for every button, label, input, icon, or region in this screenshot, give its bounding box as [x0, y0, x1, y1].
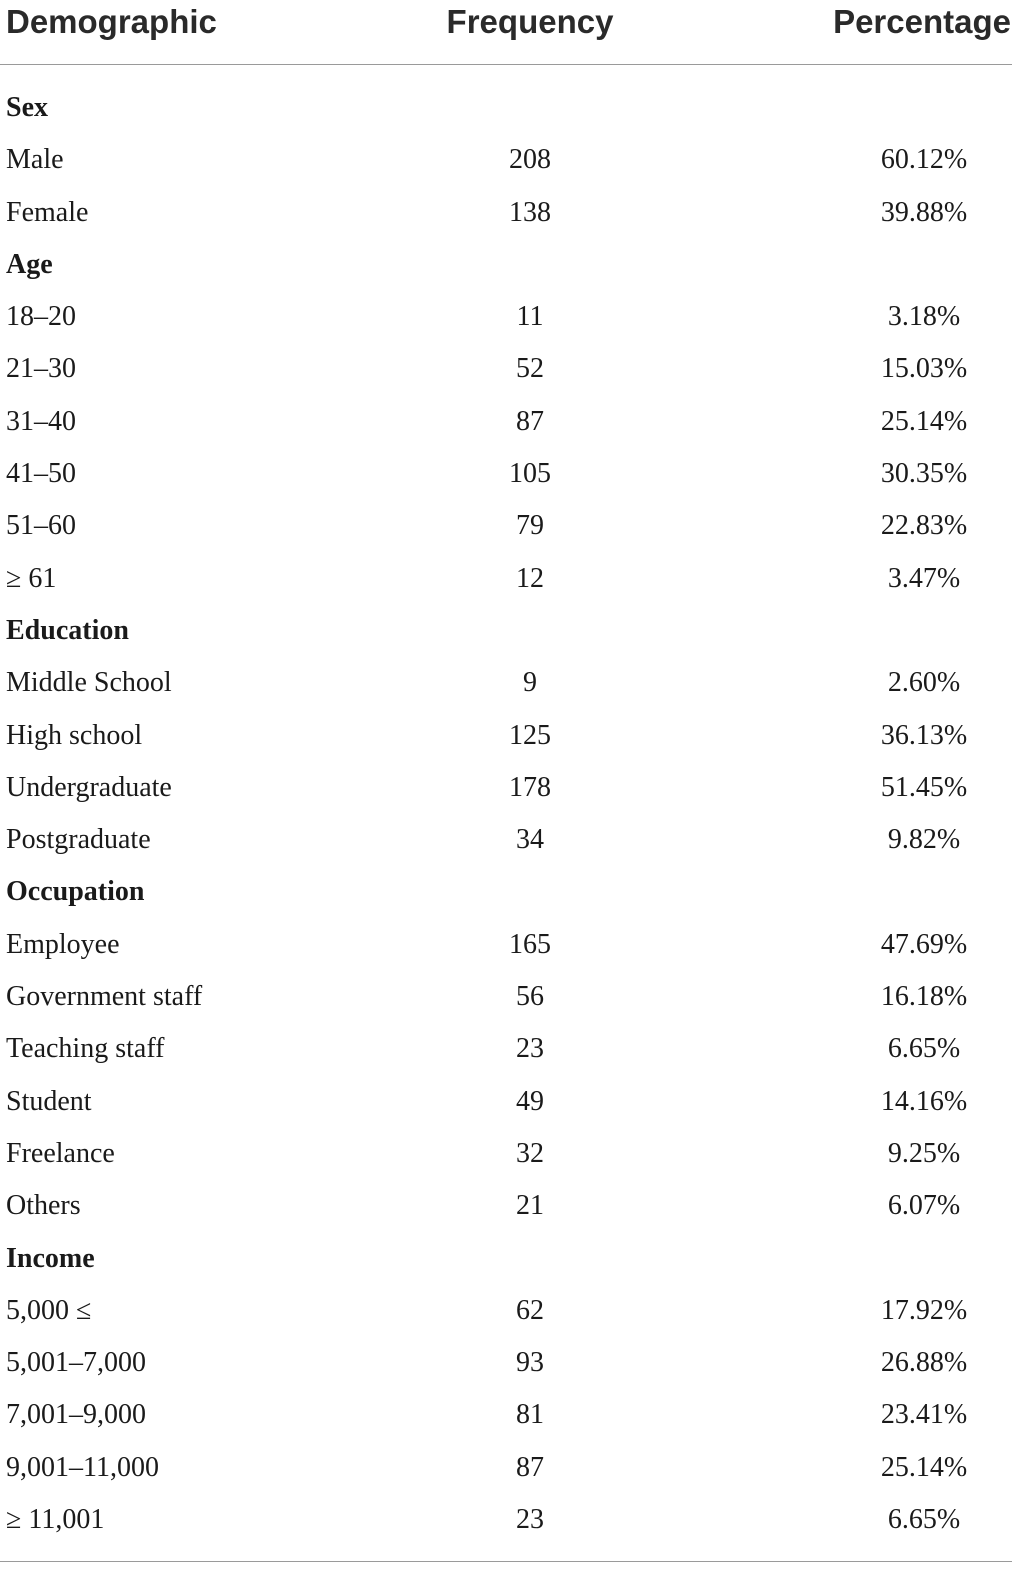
- row-label: Middle School: [6, 667, 172, 699]
- row-label: 7,001–9,000: [6, 1399, 146, 1431]
- row-label: Freelance: [6, 1137, 115, 1169]
- table-row: [0, 396, 1017, 448]
- group-header-row: [0, 866, 1017, 918]
- table-row: [0, 1442, 1017, 1494]
- percentage-cell: 25.14%: [880, 1451, 968, 1483]
- percentage-cell: 51.45%: [880, 771, 968, 803]
- row-label: 21–30: [6, 353, 76, 385]
- frequency-cell: 23: [516, 1504, 544, 1536]
- percentage-cell: 6.65%: [887, 1033, 961, 1065]
- frequency-cell: 138: [509, 196, 551, 228]
- percentage-cell: 6.65%: [887, 1504, 961, 1536]
- percentage-cell: 25.14%: [880, 405, 968, 437]
- row-label: Undergraduate: [6, 771, 172, 803]
- table-row: [0, 657, 1017, 709]
- frequency-cell: 62: [516, 1294, 544, 1326]
- table-header: [0, 0, 1017, 64]
- frequency-cell: 165: [509, 928, 551, 960]
- frequency-cell: 178: [509, 771, 551, 803]
- frequency-cell: 105: [509, 458, 551, 490]
- percentage-cell: 17.92%: [880, 1294, 968, 1326]
- row-label: ≥ 11,001: [6, 1504, 105, 1536]
- table-body: [0, 82, 1017, 1546]
- percentage-cell: 2.60%: [887, 667, 961, 699]
- percentage-cell: 22.83%: [880, 510, 968, 542]
- percentage-cell: 26.88%: [880, 1347, 968, 1379]
- row-label: 9,001–11,000: [6, 1451, 159, 1483]
- percentage-cell: 39.88%: [880, 196, 968, 228]
- percentage-cell: 9.82%: [887, 824, 961, 856]
- group-label: Education: [6, 614, 129, 646]
- group-header-row: [0, 1233, 1017, 1285]
- column-header-percentage: Percentage: [833, 3, 1011, 40]
- table-row: [0, 1389, 1017, 1441]
- percentage-cell: 47.69%: [880, 928, 968, 960]
- row-label: Employee: [6, 928, 120, 960]
- header-divider: [0, 64, 1012, 65]
- row-label: 5,000 ≤: [6, 1294, 92, 1326]
- frequency-cell: 56: [516, 981, 544, 1013]
- row-label: Student: [6, 1085, 92, 1117]
- percentage-cell: 9.25%: [887, 1137, 961, 1169]
- percentage-cell: 15.03%: [880, 353, 968, 385]
- row-label: High school: [6, 719, 143, 751]
- row-label: Postgraduate: [6, 824, 151, 856]
- group-label: Age: [6, 248, 53, 280]
- percentage-cell: 16.18%: [880, 981, 968, 1013]
- group-header-row: [0, 239, 1017, 291]
- table-row: [0, 1285, 1017, 1337]
- frequency-cell: 52: [516, 353, 544, 385]
- group-header-row: [0, 605, 1017, 657]
- table-bottom-divider: [0, 1561, 1012, 1562]
- row-label: 18–20: [6, 301, 76, 333]
- group-label: Income: [6, 1242, 95, 1274]
- frequency-cell: 125: [509, 719, 551, 751]
- row-label: Male: [6, 144, 64, 176]
- row-label: Others: [6, 1190, 81, 1222]
- table-row: [0, 762, 1017, 814]
- row-label: ≥ 61: [6, 562, 57, 594]
- table-row: [0, 971, 1017, 1023]
- row-label: Government staff: [6, 981, 203, 1013]
- table-row: [0, 814, 1017, 866]
- percentage-cell: 60.12%: [880, 144, 968, 176]
- group-label: Occupation: [6, 876, 145, 908]
- table-row: [0, 1180, 1017, 1232]
- column-header-demographic: Demographic: [6, 3, 217, 40]
- frequency-cell: 21: [516, 1190, 544, 1222]
- table-row: [0, 710, 1017, 762]
- group-header-row: [0, 82, 1017, 134]
- table-row: [0, 1128, 1017, 1180]
- row-label: 51–60: [6, 510, 76, 542]
- percentage-cell: 3.47%: [887, 562, 961, 594]
- table-row: [0, 343, 1017, 395]
- table-row: [0, 187, 1017, 239]
- table-row: [0, 1023, 1017, 1075]
- percentage-cell: 3.18%: [887, 301, 961, 333]
- row-label: 5,001–7,000: [6, 1347, 146, 1379]
- table-row: [0, 553, 1017, 605]
- group-label: Sex: [6, 92, 48, 123]
- frequency-cell: 32: [516, 1137, 544, 1169]
- frequency-cell: 87: [516, 405, 544, 437]
- row-label: 41–50: [6, 458, 76, 490]
- table-row: [0, 134, 1017, 186]
- frequency-cell: 12: [516, 562, 544, 594]
- frequency-cell: 11: [516, 301, 544, 333]
- percentage-cell: 6.07%: [887, 1190, 961, 1222]
- percentage-cell: 36.13%: [880, 719, 968, 751]
- table-row: [0, 448, 1017, 500]
- frequency-cell: 23: [516, 1033, 544, 1065]
- table-row: [0, 500, 1017, 552]
- frequency-cell: 81: [516, 1399, 544, 1431]
- row-label: 31–40: [6, 405, 76, 437]
- row-label: Teaching staff: [6, 1033, 165, 1065]
- frequency-cell: 93: [516, 1347, 544, 1379]
- frequency-cell: 208: [509, 144, 551, 176]
- percentage-cell: 23.41%: [880, 1399, 968, 1431]
- frequency-cell: 9: [523, 667, 537, 699]
- column-header-frequency: Frequency: [446, 3, 614, 40]
- frequency-cell: 49: [516, 1085, 544, 1117]
- frequency-cell: 34: [516, 824, 544, 856]
- percentage-cell: 14.16%: [880, 1085, 968, 1117]
- table-row: [0, 291, 1017, 343]
- percentage-cell: 30.35%: [880, 458, 968, 490]
- table-row: [0, 1076, 1017, 1128]
- table-row: [0, 919, 1017, 971]
- table-row: [0, 1337, 1017, 1389]
- table-row: [0, 1494, 1017, 1546]
- frequency-cell: 87: [516, 1451, 544, 1483]
- frequency-cell: 79: [516, 510, 544, 542]
- row-label: Female: [6, 196, 89, 228]
